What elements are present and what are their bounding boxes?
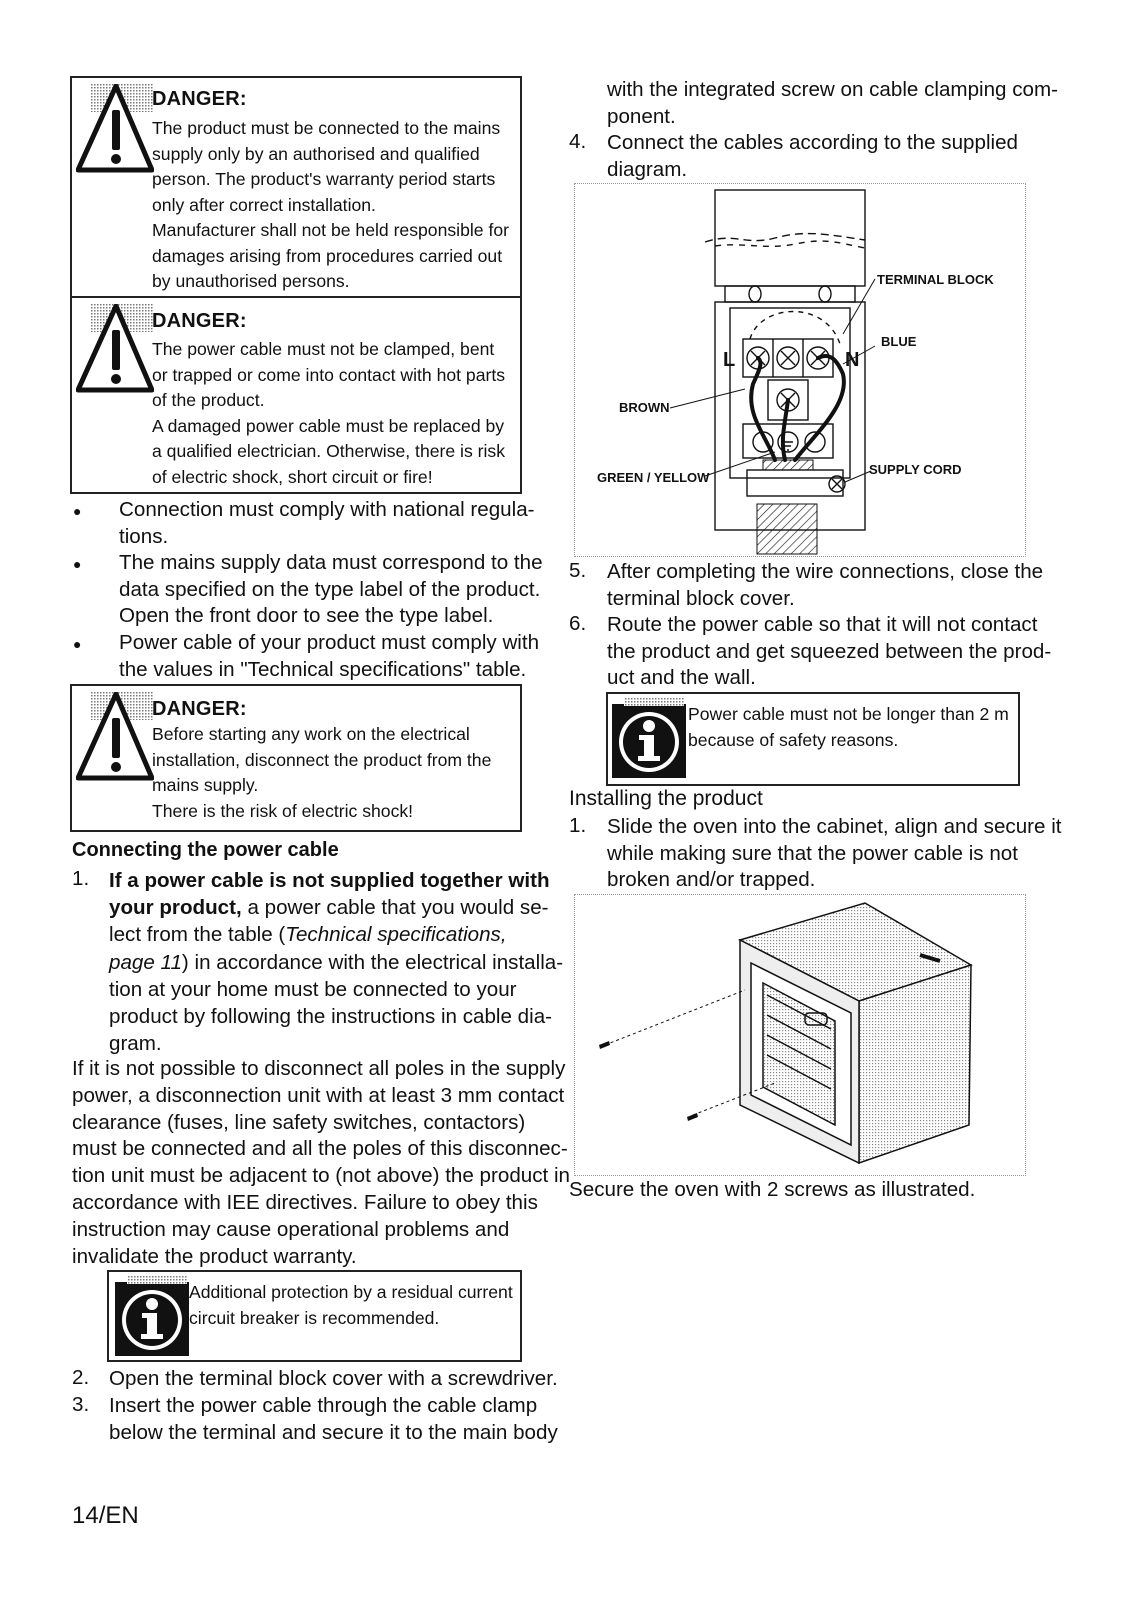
text-line: clearance (fuses, line safety switches, contactors) <box>72 1110 526 1134</box>
italic-text: page 11 <box>109 950 182 974</box>
label-supply-cord: SUPPLY CORD <box>869 462 962 477</box>
step-3-continued <box>607 77 1058 130</box>
text-line: The product must be connected to the mains <box>152 118 501 138</box>
danger-box-2 <box>70 296 522 494</box>
text-line: must be connected and all the poles of this disconnec- <box>72 1137 568 1161</box>
text-line: person. The product's warranty period starts <box>152 169 496 189</box>
text-line: A damaged power cable must be replaced by <box>152 415 505 436</box>
text-line: If it is not possible to disconnect all poles in the supply <box>72 1057 566 1080</box>
danger-title: DANGER: <box>152 88 247 110</box>
bullet-item <box>119 550 543 630</box>
bold-text: If a power cable is not supplied together with <box>109 869 550 892</box>
caption: Secure the oven with 2 screws as illustrated. <box>569 1178 976 1201</box>
text-line: below the terminal and secure it to the main body <box>109 1420 558 1444</box>
text-line: tion at your home must be connected to your <box>109 977 517 1001</box>
section-title: Connecting the power cable <box>72 839 339 861</box>
text-line: terminal block cover. <box>607 586 795 610</box>
text-line: power, a disconnection unit with at least 3 mm contact <box>72 1083 565 1107</box>
text-line: damages arising from procedures carried out <box>152 245 503 266</box>
step-number: 1. <box>569 814 587 837</box>
text-line: accordance with IEE directives. Failure to obey this <box>72 1190 538 1214</box>
text-line: invalidate the product warranty. <box>72 1244 357 1268</box>
text-line: of electric shock, short circuit or fire! <box>152 466 433 487</box>
text-line: Slide the oven into the cabinet, align and secure it <box>607 815 1062 838</box>
text-line: circuit breaker is recommended. <box>189 1307 440 1328</box>
bullet-icon: ● <box>73 636 82 652</box>
text-line: ponent. <box>607 104 676 128</box>
text-line: data specified on the type label of the product. <box>119 577 541 601</box>
text-line: Connection must comply with national regula- <box>119 498 535 521</box>
text-line: by unauthorised persons. <box>152 271 350 291</box>
text-line: of the product. <box>152 390 265 410</box>
text-line: The power cable must not be clamped, bent <box>152 339 495 359</box>
step-6-text <box>607 612 1051 692</box>
bold-text: your product, <box>109 896 242 920</box>
bullet-icon: ● <box>73 503 82 519</box>
text-line: There is the risk of electric shock! <box>152 800 414 821</box>
warning-icon <box>76 304 154 399</box>
text-line: gram. <box>109 1032 162 1056</box>
text-line: Connect the cables according to the supplied <box>607 131 1019 154</box>
text-line: a qualified electrician. Otherwise, there is risk <box>152 441 506 461</box>
bullet-item <box>119 630 539 683</box>
text-line: installation, disconnect the product from the <box>152 749 492 770</box>
text-line: Open the terminal block cover with a screwdriver. <box>109 1367 558 1390</box>
text-line: the product and get squeezed between the prod- <box>607 639 1052 663</box>
step-number: 4. <box>569 130 587 153</box>
step-number: 5. <box>569 559 587 582</box>
text-line: with the integrated screw on cable clamping com- <box>607 78 1058 101</box>
info-box-1 <box>107 1270 522 1362</box>
text: ) in accordance with the electrical installa- <box>181 950 564 974</box>
step-5-text <box>607 559 1043 612</box>
section-title: Installing the product <box>569 787 763 810</box>
label-blue: BLUE <box>881 334 917 349</box>
label-terminal-block: TERMINAL BLOCK <box>877 272 994 287</box>
text-line: Before starting any work on the electrical <box>152 724 470 744</box>
label-brown: BROWN <box>619 400 670 415</box>
text-line: because of safety reasons. <box>688 729 899 750</box>
step-number: 1. <box>72 867 90 890</box>
text: a power cable that you would se- <box>241 896 549 920</box>
text-line: The mains supply data must correspond to the <box>119 551 543 574</box>
text-line: instruction may cause operational problems and <box>72 1217 510 1241</box>
wiring-diagram <box>574 183 1026 557</box>
label-n: N <box>845 349 860 371</box>
danger-title: DANGER: <box>152 698 247 720</box>
text-line: After completing the wire connections, close the <box>607 560 1044 583</box>
text-line: broken and/or trapped. <box>607 868 816 891</box>
paragraph <box>72 1056 570 1270</box>
text-line: mains supply. <box>152 775 259 795</box>
bullet-item <box>119 497 535 550</box>
text-line: tion unit must be adjacent to (not above) the product in <box>72 1164 570 1188</box>
text-line: Manufacturer shall not be held responsible for <box>152 220 509 240</box>
text: lect from the table ( <box>109 923 286 947</box>
text-line: diagram. <box>607 157 688 181</box>
warning-icon <box>76 84 154 179</box>
info-icon <box>113 1276 191 1363</box>
install-step-1-text <box>607 814 1062 894</box>
italic-text: Technical specifications, <box>285 923 507 947</box>
text-line: supply only by an authorised and qualified <box>152 143 480 164</box>
text-line: Route the power cable so that it will not contact <box>607 613 1038 636</box>
text-line: or trapped or come into contact with hot parts <box>152 364 506 385</box>
warning-icon <box>76 692 154 787</box>
info-box-2 <box>606 692 1020 786</box>
danger-box-3 <box>70 684 522 832</box>
page-number: 14/EN <box>72 1502 139 1529</box>
step-1-text <box>109 867 563 1057</box>
step-number: 6. <box>569 612 587 635</box>
danger-text <box>152 722 491 824</box>
label-l: L <box>723 349 736 371</box>
danger-box-1 <box>70 76 522 298</box>
text-line: Insert the power cable through the cable clamp <box>109 1394 538 1417</box>
text-line: uct and the wall. <box>607 666 756 689</box>
text-line: product by following the instructions in cable dia- <box>109 1005 553 1029</box>
text-line: Open the front door to see the type label. <box>119 604 494 627</box>
text-line: only after correct installation. <box>152 194 376 215</box>
oven-illustration <box>574 894 1026 1176</box>
text-line: Power cable of your product must comply with <box>119 631 540 654</box>
step-number: 3. <box>72 1393 90 1416</box>
text-line: Additional protection by a residual current <box>189 1282 513 1302</box>
text-line: tions. <box>119 524 169 548</box>
danger-text <box>152 337 505 490</box>
step-number: 2. <box>72 1366 90 1389</box>
step-2-text <box>109 1366 558 1393</box>
danger-title: DANGER: <box>152 310 247 332</box>
info-text <box>688 702 1009 753</box>
danger-text <box>152 116 509 295</box>
info-text <box>189 1280 513 1331</box>
text-line: while making sure that the power cable is not <box>607 841 1018 865</box>
step-3-text <box>109 1393 558 1446</box>
step-4-text <box>607 130 1018 183</box>
text-line: the values in "Technical specifications" table. <box>119 657 527 681</box>
info-icon <box>610 698 688 785</box>
label-green-yellow: GREEN / YELLOW <box>597 470 710 485</box>
text-line: Power cable must not be longer than 2 m <box>688 704 1009 724</box>
bullet-icon: ● <box>73 556 82 572</box>
